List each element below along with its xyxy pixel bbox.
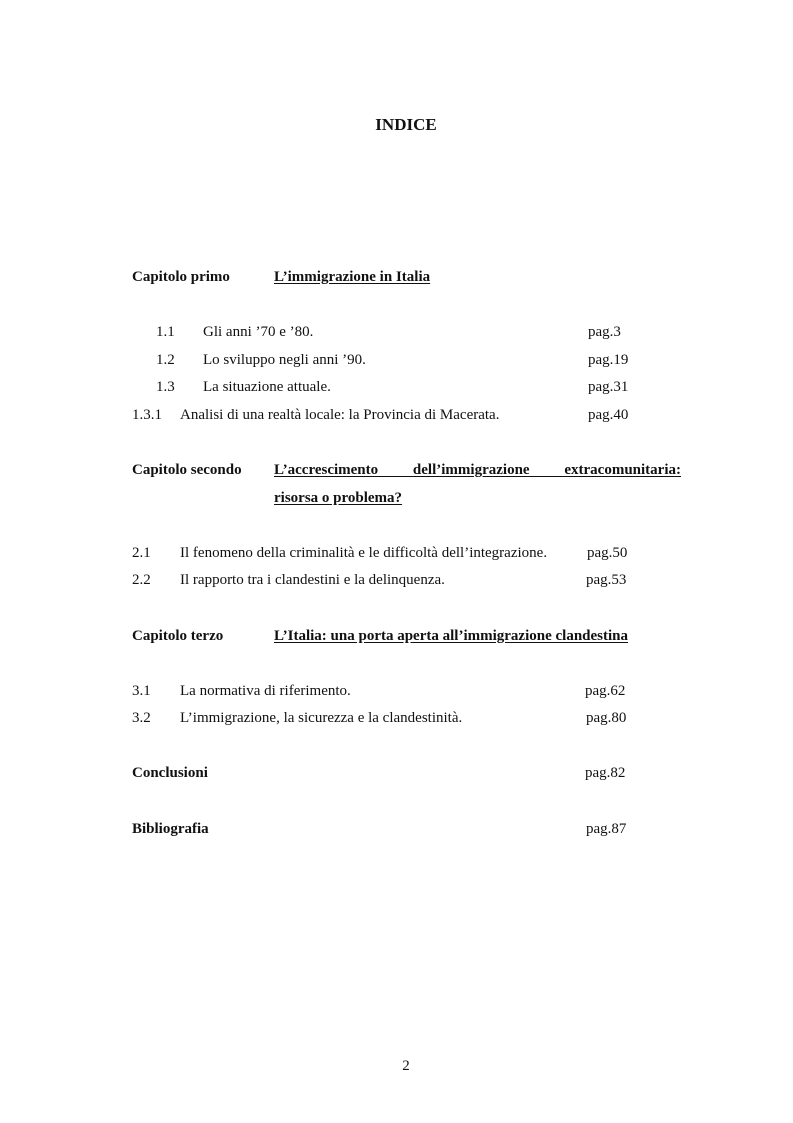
section-3-2-number: 3.2	[132, 710, 151, 726]
section-2-2-page: pag.53	[586, 572, 627, 588]
conclusions-page: pag.82	[585, 765, 626, 781]
page-number: 2	[402, 1058, 410, 1074]
section-3-1-number: 3.1	[132, 683, 151, 699]
section-1-3-1-page: pag.40	[588, 407, 629, 423]
chapter-2-label: Capitolo secondo	[132, 462, 242, 478]
section-1-3-1-number: 1.3.1	[132, 407, 162, 423]
section-2-1-number: 2.1	[132, 545, 151, 561]
chapter-1-label: Capitolo primo	[132, 269, 230, 285]
conclusions-label: Conclusioni	[132, 765, 208, 781]
section-1-3-page: pag.31	[588, 379, 629, 395]
bibliography-label: Bibliografia	[132, 821, 209, 837]
section-3-2-page: pag.80	[586, 710, 627, 726]
section-1-2-title: Lo sviluppo negli anni ’90.	[203, 352, 366, 368]
chapter-1-title: L’immigrazione in Italia	[274, 269, 431, 285]
section-3-1-title: La normativa di riferimento.	[180, 683, 351, 699]
page-title: INDICE	[375, 115, 437, 134]
section-1-3-number: 1.3	[156, 379, 175, 395]
chapter-2-title-line-2: risorsa o problema?	[274, 490, 403, 506]
section-3-1-page: pag.62	[585, 683, 626, 699]
section-1-1-page: pag.3	[588, 324, 621, 340]
section-1-3-title: La situazione attuale.	[203, 379, 331, 395]
section-1-2-number: 1.2	[156, 352, 175, 368]
bibliography-page: pag.87	[586, 821, 627, 837]
section-1-1-title: Gli anni ’70 e ’80.	[203, 324, 314, 340]
chapter-3-label: Capitolo terzo	[132, 628, 224, 644]
section-3-2-title: L’immigrazione, la sicurezza e la clandestinità.	[180, 710, 463, 726]
chapter-2-title-line-1: L’accrescimento dell’immigrazione extracomunitaria:	[274, 462, 681, 478]
section-2-1-page: pag.50	[587, 545, 628, 561]
section-2-1-title: Il fenomeno della criminalità e le difficoltà dell’integrazione.	[180, 545, 548, 561]
section-1-2-page: pag.19	[588, 352, 629, 368]
section-1-1-number: 1.1	[156, 324, 175, 340]
section-2-2-number: 2.2	[132, 572, 151, 588]
section-2-2-title: Il rapporto tra i clandestini e la delinquenza.	[180, 572, 445, 588]
chapter-3-title: L’Italia: una porta aperta all’immigrazione clandestina	[274, 628, 629, 644]
section-1-3-1-title: Analisi di una realtà locale: la Provincia di Macerata.	[180, 407, 500, 423]
